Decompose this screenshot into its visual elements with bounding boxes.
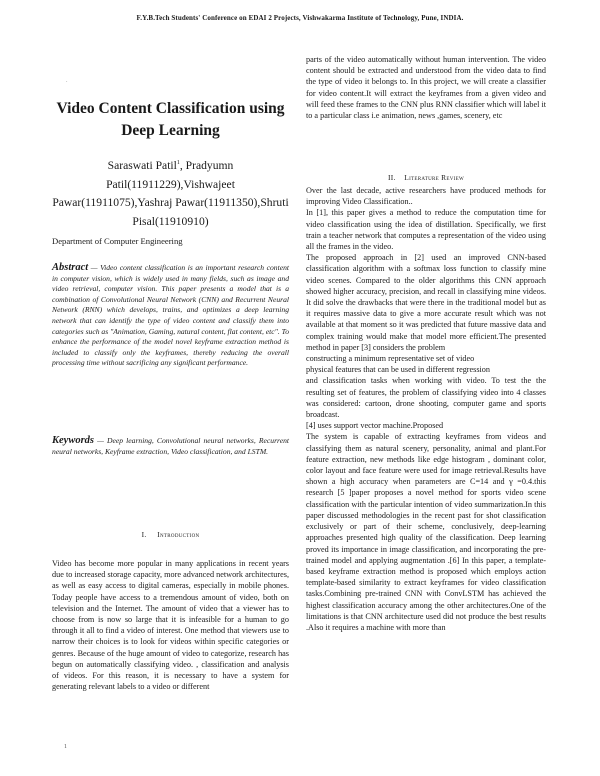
paragraph: Over the last decade, active researchers have produced methods for improving Video Classification..: [306, 186, 546, 207]
section-heading-introduction: [52, 530, 289, 539]
paragraph: The proposed approach in [2] used an improved CNN-based classification algorithm with a softmax loss function to classify mine video scenes. Compared to the older algorithms this CNN approach showed higher accuracy, precision, and recall in classifying mine videos. It did solve the drawbacks that were there in the traditional model but as it requires massive data to give a more accurate result which was not available at that moment so it was predicted that future massive data and complex training would make that model more efficient.The presented method in paper [3] considers the problem: [306, 253, 546, 352]
keywords-text: Deep learning, Convolutional neural networks, Recurrent neural networks, Keyframe extraction, Video classification, and LSTM.: [52, 436, 289, 456]
abstract-dash: —: [88, 263, 101, 272]
paragraph: Video has become more popular in many applications in recent years due to increased storage capacity, more advanced network architectures, as well as easy access to digital cameras, especially in mobile phones. Today people have access to a tremendous amount of video, both on television and the Internet. The amount of video that a viewer has to choose from is now so large that it is infeasible for a human to go through it all to find a video of interest. One method that viewers use to narrow their choices is to look for videos within specific categories or genres. Because of the huge amount of video to categorize, research has begun on automatically classifying video. , classification and analysis of videos. For this reason, it is necessary to have a system for generating relevant labels to a video or different: [52, 559, 289, 692]
paragraph: physical features that can be used in different regression: [306, 365, 490, 375]
section-number: II.: [388, 173, 396, 182]
section-number: I.: [141, 530, 147, 539]
introduction-body: [52, 558, 289, 692]
paragraph: and classification tasks when working with video. To test the the resulting set of features, the problem of classifying video into 4 classes was considered: cartoon, drone shooting, computer game and sports broadcast.: [306, 376, 546, 420]
introduction-continued: [306, 54, 546, 121]
paragraph: In [1], this paper gives a method to reduce the computation time for video classification using the idea of distillation. Specifically, we first train a teacher network that computes a representation of the video using all the frames in the video.: [306, 208, 546, 252]
paragraph: The system is capable of extracting keyframes from videos and classifying them as natural scenery, personality, animal and plant.For feature extraction, new methods like edge histogram , dominant color, color layout and face feature were used for image retrieval.Results have shown a high accuracy when parameters are C=14 and γ =0.4.this research [5 ]paper proposes a novel method for sports video scene classification with the particular intention of video summarization.In this paper discussed methodologies in the recent past for shot classification exclusively or part of their scheme, conclusively, deep-learning approaches presented high quality of the classification. Deep learning proved its importance in image classification, and incorporating the pre-trained model and applying augmentation .[6] In this paper, a template-based keyframe extraction method is proposed which employs action template-based similarity to extract keyframes for video classification tasks.Combining pre-trained CNN with ConvLSTM has achieved the highest classification accuracy among the other architectures.One of the limitations is that CNN architecture used did not produce the best results .Also it requires a machine with more than: [306, 432, 546, 632]
keywords-label: Keywords: [52, 435, 94, 446]
abstract: [52, 263, 289, 369]
section-heading-literature-review: [306, 173, 546, 182]
abstract-label: Abstract: [52, 262, 89, 273]
section-title: Introduction: [157, 530, 200, 539]
conference-header: F.Y.B.Tech Students' Conference on EDAI 2 Projects, Vishwakarma Institute of Technology, Pune, INDIA.: [136, 14, 464, 22]
author-first: Saraswati Patil: [107, 158, 177, 172]
page-mark: .: [66, 78, 68, 84]
paper-title: Video Content Classification using Deep Learning: [56, 100, 285, 139]
keywords: [52, 436, 289, 457]
paragraph: [4] uses support vector machine.Proposed: [306, 421, 444, 431]
literature-review-body: [306, 185, 546, 633]
department: Department of Computer Engineering: [52, 236, 183, 246]
abstract-text: Video content classification is an important research content in computer vision, which is widely used in many fields, such as image and video retrieval, computer vision. This paper presents a model that is a combination of Convolutional Neural Network (CNN) and Recurrent Neural Network (RNN) which develops, trains, and optimizes a deep learning network that can identify the type of video content and classify them into categories such as "Animation, Gaming, natural content, flat content, etc". To enhance the performance of the model novel keyframe extraction method is included to classify only the keyframes, thereby reducing the overall processing time without sacrificing any significant performance.: [52, 263, 289, 368]
author-affiliation-mark: 1: [176, 160, 180, 166]
section-title: Literature Review: [404, 173, 464, 182]
paragraph: parts of the video automatically without human intervention. The video content should be extracted and understood from the video data to find the type of video it belongs to. In this project, we will create a classifier for video content.It will extract the keyframes from a given video and will feed these frames to the CNN plus RNN classifier which will label it to a particular class i.e animation, news ,games, scenery, etc: [306, 55, 546, 121]
paragraph: constructing a minimum representative set of video: [306, 354, 475, 364]
footnote-mark: 1: [64, 744, 67, 750]
keywords-dash: —: [94, 436, 108, 445]
author-first-tail: , Pradyumn: [179, 158, 234, 172]
author-rest: Patil(11911229),Vishwajeet Pawar(11911075),Yashraj Pawar(11911350),Shruti Pisal(11910910): [52, 177, 289, 229]
author-list: [52, 154, 289, 232]
